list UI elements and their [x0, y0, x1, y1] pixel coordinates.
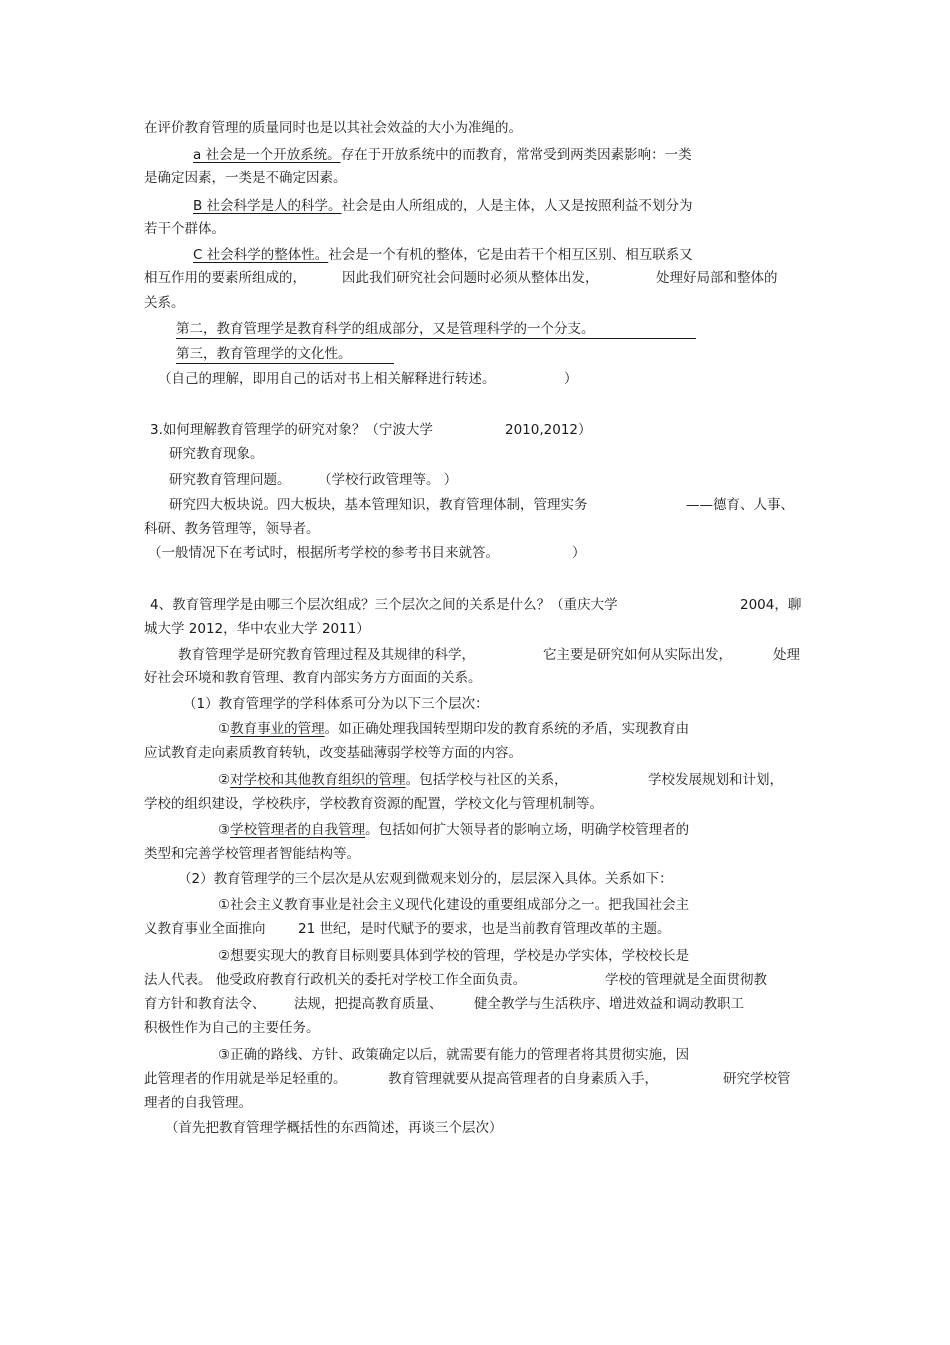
item-number: ①: [218, 721, 231, 737]
question-4-years: 2004，聊: [740, 597, 802, 613]
relation-3-continuation: 理者的自我管理。: [144, 1095, 252, 1111]
relation-2-continuation: 育方针和教育法令、: [144, 996, 266, 1012]
level-item-3: [218, 821, 689, 839]
item-number: ③: [218, 822, 231, 838]
level-item-2: [218, 771, 568, 789]
intro-continuation: 好社会环境和教育管理、教育内部实务方方面面的关系。: [144, 670, 482, 686]
relation-3-continuation: 教育管理就要从提高管理者的自身素质入手，: [388, 1071, 658, 1087]
point-c-continuation: 处理好局部和整体的: [656, 270, 778, 286]
point-c-text: 社会是一个有机的整体，它是由若干个相互区别、相互联系又: [328, 247, 693, 263]
underline-rule: [176, 338, 696, 339]
answer-note: （学校行政管理等。 ）: [318, 472, 458, 488]
body-line: 在评价教育管理的质量同时也是以其社会效益的大小为准绳的。: [144, 120, 522, 136]
relation-2-continuation: 积极性作为自己的主要任务。: [144, 1020, 320, 1036]
question-4-continuation: 城大学 2012，华中农业大学 2011）: [144, 621, 370, 637]
level-text: 。包括学校与社区的关系，: [405, 772, 568, 788]
relation-1: ①社会主义教育事业是社会主义现代化建设的重要组成部分之一。把我国社会主: [218, 897, 690, 913]
relation-2-continuation: 学校的管理就是全面贯彻教: [605, 972, 767, 988]
relation-2-continuation: 法人代表。 他受政府教育行政机关的委托对学校工作全面负责。: [144, 972, 527, 988]
relation-2-continuation: 健全教学与生活秩序、增进效益和调动教职工: [474, 996, 744, 1012]
relation-1-continuation: 义教育事业全面推向: [144, 921, 266, 937]
question-3-title: 3.如何理解教育管理学的研究对象？（宁波大学: [150, 422, 433, 438]
subheading-1: （1）教育管理学的学科体系可分为以下三个层次：: [183, 696, 489, 712]
point-c-line: [193, 246, 693, 264]
subheading-2: （2）教育管理学的三个层次是从宏观到微观来划分的，层层深入具体。关系如下：: [178, 871, 673, 887]
level-title: 学校管理者的自我管理: [230, 822, 366, 838]
answer-line: ——德育、人事、: [686, 497, 794, 513]
level-text: 。包括如何扩大领导者的影响立场，明确学校管理者的: [365, 822, 690, 838]
third-point: 第三，教育管理学的文化性。: [176, 346, 352, 362]
level-title: 对学校和其他教育组织的管理: [230, 772, 406, 788]
intro-line: 它主要是研究如何从实际出发，: [543, 647, 732, 663]
remark: （首先把教育管理学概括性的东西简述，再谈三个层次）: [165, 1120, 503, 1136]
relation-2: ②想要实现大的教育目标则要具体到学校的管理，学校是办学实体，学校校长是: [218, 948, 690, 964]
point-b-heading: B 社会科学是人的科学。: [193, 198, 342, 214]
point-a-continuation: 是确定因素，一类是不确定因素。: [144, 170, 347, 186]
point-c-heading: C 社会科学的整体性。: [193, 247, 329, 263]
point-a-text: 存在于开放系统中的而教育，常常受到两类因素影响：一类: [340, 147, 692, 163]
point-a-line: [193, 146, 692, 164]
intro-line: 教育管理学是研究教育管理过程及其规律的科学，: [178, 647, 475, 663]
item-number: ②: [218, 772, 231, 788]
answer-line: 研究教育管理问题。: [169, 472, 291, 488]
question-4-title: 4、教育管理学是由哪三个层次组成？三个层次之间的关系是什么？（重庆大学: [150, 597, 618, 613]
level-item-2-text: 学校发展规划和计划，: [648, 772, 783, 788]
relation-3-continuation: 此管理者的作用就是举足轻重的。: [144, 1071, 347, 1087]
remark-close: ）: [564, 371, 578, 387]
point-a-heading: a 社会是一个开放系统。: [193, 147, 341, 163]
relation-3-continuation: 研究学校管: [723, 1071, 791, 1087]
level-text: 。如正确处理我国转型期印发的教育系统的矛盾，实现教育由: [324, 721, 690, 737]
point-b-line: [193, 197, 693, 215]
relation-1-continuation: 21 世纪，是时代赋予的要求，也是当前教育管理改革的主题。: [298, 921, 671, 937]
level-title: 教育事业的管理: [230, 721, 325, 737]
remark-close: ）: [572, 545, 586, 561]
point-c-continuation: 因此我们研究社会问题时必须从整体出发，: [342, 270, 599, 286]
point-c-continuation: 关系。: [144, 295, 185, 311]
question-3-years: 2010,2012）: [505, 422, 592, 438]
point-c-continuation: 相互作用的要素所组成的，: [144, 270, 306, 286]
relation-3: ③正确的路线、方针、政策确定以后，就需要有能力的管理者将其贯彻实施，因: [218, 1047, 690, 1063]
remark: （自己的理解，即用自己的话对书上相关解释进行转述。: [158, 371, 496, 387]
point-b-text: 社会是由人所组成的，人是主体，人又是按照利益不划分为: [341, 198, 693, 214]
remark: （一般情况下在考试时，根据所考学校的参考书目来就答。: [148, 545, 499, 561]
underline-rule: [176, 363, 394, 364]
answer-line: 研究四大板块说。四大板块，基本管理知识，教育管理体制，管理实务: [169, 497, 588, 513]
second-point: 第二，教育管理学是教育科学的组成部分，又是管理科学的一个分支。: [176, 321, 595, 337]
relation-2-continuation: 法规，把提高教育质量、: [294, 996, 443, 1012]
answer-line: 研究教育现象。: [169, 446, 264, 462]
answer-continuation: 科研、教务管理等，领导者。: [144, 521, 320, 537]
level-item-1: [218, 720, 689, 738]
level-item-3-continuation: 类型和完善学校管理者智能结构等。: [144, 846, 360, 862]
level-item-2-continuation: 学校的组织建设，学校秩序，学校教育资源的配置，学校文化与管理机制等。: [144, 796, 603, 812]
point-b-continuation: 若干个群体。: [144, 221, 225, 237]
level-item-1-continuation: 应试教育走向素质教育转轨，改变基础薄弱学校等方面的内容。: [144, 745, 522, 761]
intro-line: 处理: [773, 647, 800, 663]
